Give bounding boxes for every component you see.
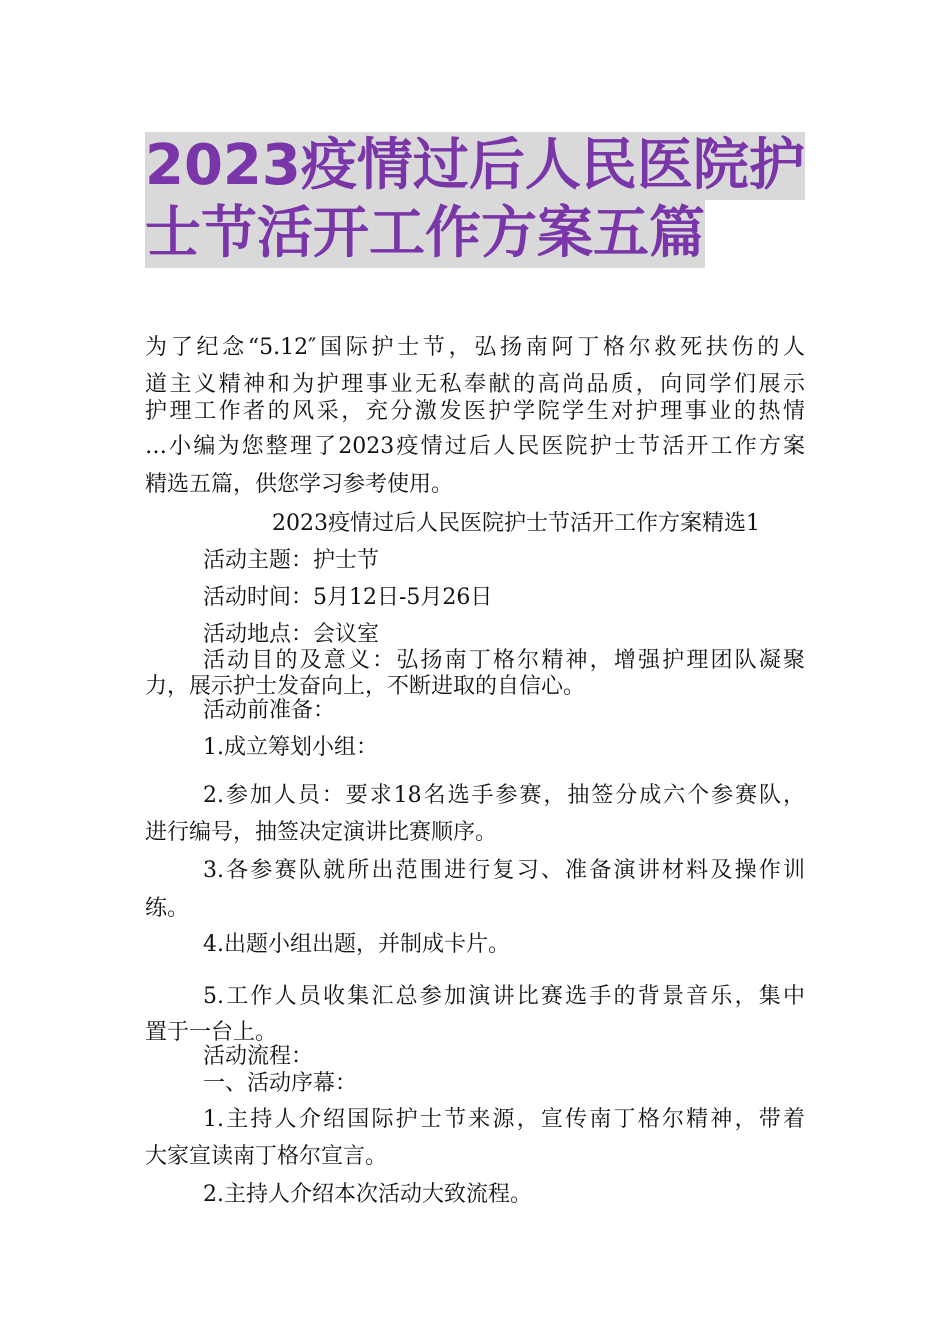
intro-paragraph-line: …小编为您整理了2023疫情过后人民医院护士节活开工作方案 <box>145 434 805 459</box>
activity-prep-heading: 活动前准备： <box>203 698 336 723</box>
flow-section-1-heading: 一、活动序幕： <box>203 1071 358 1096</box>
activity-purpose-line: 活动目的及意义：弘扬南丁格尔精神，增强护理团队凝聚 <box>203 648 805 673</box>
prep-item-3-line: 3.各参赛队就所出范围进行复习、准备演讲材料及操作训 <box>203 858 805 883</box>
activity-purpose-line: 力，展示护士发奋向上，不断进取的自信心。 <box>145 674 586 699</box>
prep-item-2-line: 进行编号，抽签决定演讲比赛顺序。 <box>145 820 498 845</box>
flow-item-1-line: 1.主持人介绍国际护士节来源，宣传南丁格尔精神，带着 <box>203 1107 805 1132</box>
prep-item-4: 4.出题小组出题，并制成卡片。 <box>203 932 510 957</box>
document-title-line-1: 2023疫情过后人民医院护 <box>145 133 805 198</box>
intro-paragraph-line: 道主义精神和为护理事业无私奉献的高尚品质，向同学们展示 <box>145 372 805 397</box>
activity-place: 活动地点：会议室 <box>203 622 380 647</box>
flow-item-2: 2.主持人介绍本次活动大致流程。 <box>203 1182 532 1207</box>
prep-item-2-line: 2.参加人员：要求18名选手参赛，抽签分成六个参赛队， <box>203 783 805 808</box>
section-heading: 2023疫情过后人民医院护士节活开工作方案精选1 <box>272 511 760 536</box>
prep-item-5-line: 5.工作人员收集汇总参加演讲比赛选手的背景音乐，集中 <box>203 984 805 1009</box>
intro-paragraph-line: 护理工作者的风采，充分激发医护学院学生对护理事业的热情 <box>145 399 805 424</box>
activity-flow-heading: 活动流程： <box>203 1044 314 1069</box>
prep-item-1: 1.成立筹划小组： <box>203 735 378 760</box>
prep-item-5-line: 置于一台上。 <box>145 1020 278 1045</box>
prep-item-3-line: 练。 <box>145 896 190 921</box>
activity-time: 活动时间：5月12日-5月26日 <box>203 585 493 610</box>
intro-paragraph-line: 为了纪念“5.12″国际护士节，弘扬南阿丁格尔救死扶伤的人 <box>145 335 805 360</box>
intro-paragraph-line: 精选五篇，供您学习参考使用。 <box>145 472 454 497</box>
document-title-line-2: 士节活开工作方案五篇 <box>145 201 705 266</box>
activity-theme: 活动主题：护士节 <box>203 548 380 573</box>
flow-item-1-line: 大家宣读南丁格尔宣言。 <box>145 1144 388 1169</box>
